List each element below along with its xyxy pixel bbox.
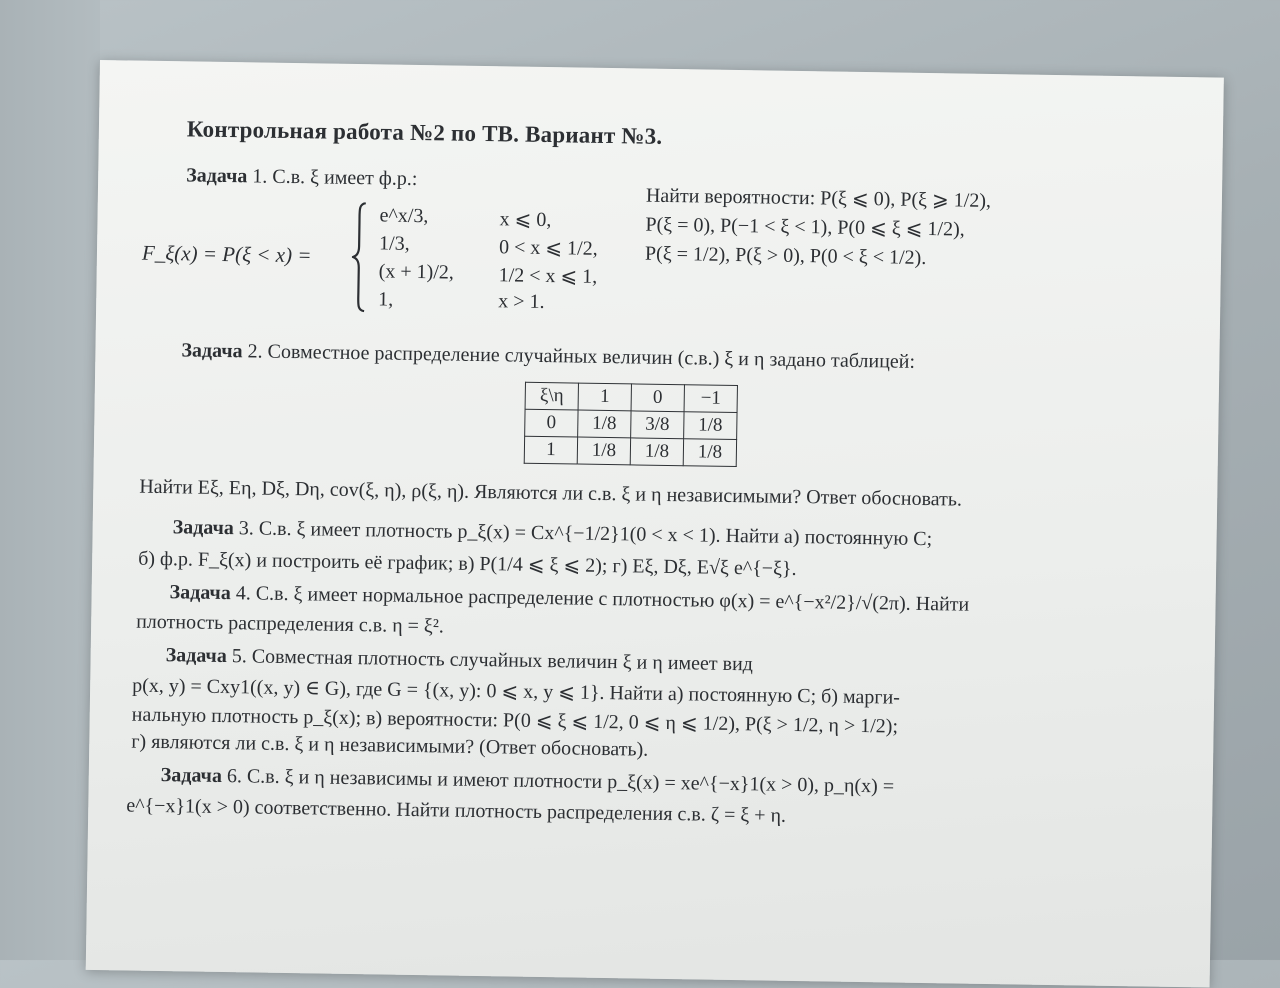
table-header-cell: ξ\η (525, 382, 578, 410)
case-expr-4: 1, (378, 288, 394, 311)
case-cond-4: x > 1. (498, 290, 545, 314)
table-cell: 0 (525, 409, 578, 437)
table-header-row (525, 382, 737, 412)
left-brace-icon (351, 202, 367, 312)
task4-line1 (169, 581, 969, 617)
task5-label: Задача (165, 644, 227, 668)
task5-text: 5. Совместная плотность случайных величин ξ и η имеет вид (231, 645, 754, 676)
task1-find (645, 182, 1106, 276)
table-cell: 3/8 (631, 411, 684, 439)
case-expr-3: (x + 1)/2, (378, 260, 455, 284)
joint-distribution-table (524, 382, 738, 467)
exam-sheet (86, 60, 1224, 988)
table-header-cell: 0 (631, 384, 684, 412)
task1-text: 1. С.в. ξ имеет ф.р.: (252, 165, 418, 190)
table-row (524, 436, 736, 466)
task1-find-line: P(ξ = 1/2), P(ξ > 0), P(0 < ξ < 1/2). (644, 242, 927, 270)
case-expr-1: e^x/3, (379, 204, 429, 228)
task6-line2: e^{−x}1(x > 0) соответственно. Найти плотность распределения с.в. ζ = ξ + η. (126, 794, 787, 827)
table-header-cell: 1 (578, 383, 631, 411)
table-cell: 1/8 (577, 437, 630, 465)
background-surface (0, 0, 100, 960)
task4-label: Задача (169, 581, 231, 605)
task6-line1 (161, 764, 895, 799)
table-cell: 1/8 (684, 412, 737, 440)
table-cell: 1/8 (578, 410, 631, 438)
task2-label: Задача (181, 339, 243, 363)
task5-line3: нальную плотность p_ξ(x); в) вероятности: P(0 ⩽ ξ ⩽ 1/2, 0 ⩽ η ⩽ 1/2), P(ξ > 1/2, η > 1/2); (131, 703, 899, 738)
task3-line2: б) ф.р. F_ξ(x) и построить её график; в) P(1/4 ⩽ ξ ⩽ 2); г) Eξ, Dξ, E√ξ e^{−ξ}. (137, 547, 797, 581)
task2-find: Найти Eξ, Eη, Dξ, Dη, cov(ξ, η), ρ(ξ, η). Являются ли с.в. ξ и η независимыми? Ответ обосновать. (139, 475, 963, 511)
task3-label: Задача (172, 516, 234, 540)
table-cell: 1/8 (630, 438, 683, 466)
table-cell: 1 (524, 436, 577, 464)
task1-find-line: P(ξ = 0), P(−1 < ξ < 1), P(0 ⩽ ξ ⩽ 1/2), (645, 213, 965, 241)
task2-statement (181, 339, 915, 374)
case-cond-3: 1/2 < x ⩽ 1, (498, 264, 598, 288)
task6-text: 6. С.в. ξ и η независимы и имеют плотности p_ξ(x) = xe^{−x}1(x > 0), p_η(x) = (226, 765, 895, 798)
page-title: Контрольная работа №2 по ТВ. Вариант №3. (186, 116, 663, 149)
task5-line1 (165, 644, 753, 676)
task5-line4: г) являются ли с.в. ξ и η независимыми? (Ответ обосновать). (131, 730, 649, 761)
table-cell: 1/8 (683, 439, 736, 467)
task4-line2: плотность распределения с.в. η = ξ². (136, 610, 444, 638)
task3-text: 3. С.в. ξ имеет плотность p_ξ(x) = Cx^{−1/2}1(0 < x < 1). Найти а) постоянную C; (238, 517, 933, 551)
task2-text: 2. Совместное распределение случайных величин (с.в.) ξ и η задано таблицей: (247, 340, 916, 373)
table-header-cell: −1 (684, 385, 737, 413)
task1-cdf-lhs: F_ξ(x) = P(ξ < x) = (141, 240, 312, 268)
task4-text: 4. С.в. ξ имеет нормальное распределение с плотностью φ(x) = e^{−x²/2}/√(2π). Найти (235, 582, 970, 616)
case-cond-1: x ⩽ 0, (499, 208, 552, 232)
task5-line2: p(x, y) = Cxy1((x, y) ∈ G), где G = {(x, y): 0 ⩽ x, y ⩽ 1}. Найти а) постоянную C; б) марги- (132, 674, 901, 709)
task1-label: Задача (186, 164, 248, 188)
task1-find-line: Найти вероятности: P(ξ ⩽ 0), P(ξ ⩾ 1/2), (645, 184, 992, 213)
task1-statement (186, 164, 418, 191)
case-cond-2: 0 < x ⩽ 1/2, (498, 236, 598, 260)
table-row (525, 409, 737, 439)
task6-label: Задача (160, 764, 223, 788)
case-expr-2: 1/3, (378, 232, 410, 255)
task3-line1 (172, 516, 932, 551)
